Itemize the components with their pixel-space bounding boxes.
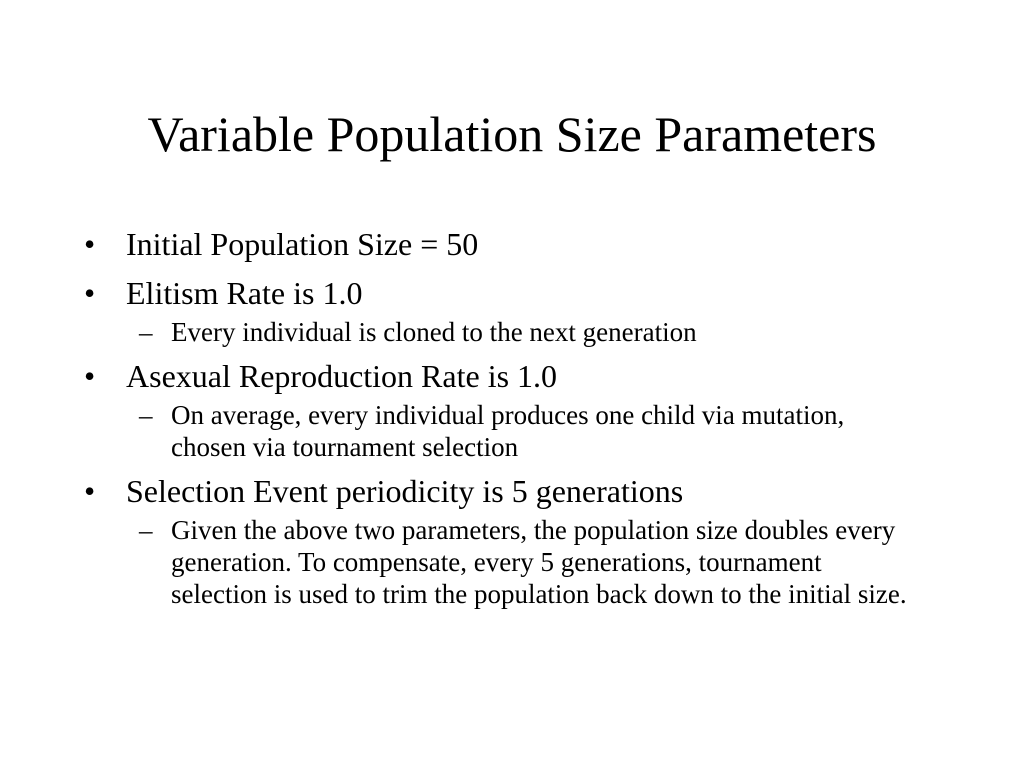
bullet-text: Selection Event periodicity is 5 generations	[126, 473, 684, 509]
bullet-asexual-reproduction-rate	[84, 354, 924, 398]
bullet-initial-population-size	[84, 222, 924, 266]
bullet-marker: •	[84, 473, 96, 509]
bullet-marker: •	[84, 275, 96, 311]
bullet-list	[84, 222, 924, 616]
sub-bullet-reproduction-detail	[84, 399, 924, 463]
sub-bullet-text: Given the above two parameters, the population size doubles every generation. To compensate, every 5 generations, tournament selection is used to trim the population back down to the initial size.	[171, 515, 907, 609]
bullet-text: Asexual Reproduction Rate is 1.0	[126, 358, 558, 394]
sub-bullet-elitism-detail	[84, 316, 924, 348]
sub-bullet-marker: –	[139, 400, 153, 430]
sub-bullet-marker: –	[139, 515, 153, 545]
sub-bullet-text: Every individual is cloned to the next generation	[171, 317, 697, 347]
sub-bullet-selection-detail	[84, 514, 924, 610]
slide-title: Variable Population Size Parameters	[147, 106, 877, 162]
bullet-marker: •	[84, 226, 96, 262]
sub-bullet-marker: –	[139, 317, 153, 347]
bullet-text: Initial Population Size = 50	[126, 226, 479, 262]
sub-bullet-text: On average, every individual produces one child via mutation, chosen via tournament selection	[171, 400, 845, 462]
bullet-text: Elitism Rate is 1.0	[126, 275, 363, 311]
bullet-elitism-rate	[84, 271, 924, 315]
bullet-marker: •	[84, 358, 96, 394]
bullet-selection-event-periodicity	[84, 469, 924, 513]
